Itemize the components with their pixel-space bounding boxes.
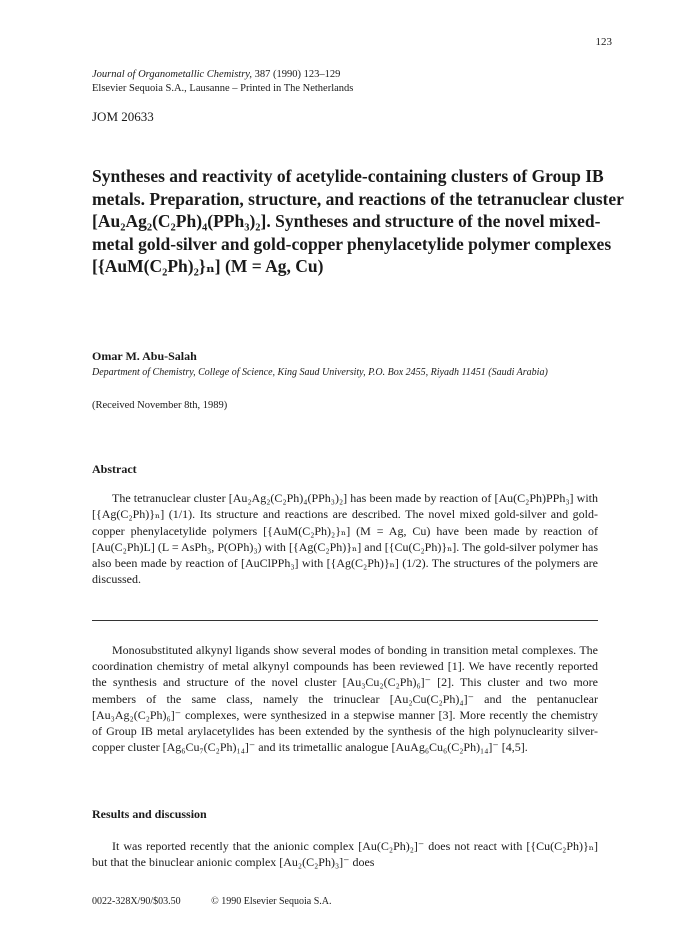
article-title: Syntheses and reactivity of acetylide-containing clusters of Group IB metals. Preparation, structure, and reactions of the tetranuclear cluster [Au₂Ag₂(C₂Ph)₄(PPh₃)₂]. Syntheses and structure of the novel mixed-metal gold-silver and gold-copper phenylacetylide polymer complexes [{AuM(C₂Ph)₂}ₙ] (M = Ag, Cu) (92, 166, 624, 276)
journal-volume: 387 (1990) 123–129 (252, 69, 341, 80)
jom-number: JOM 20633 (92, 109, 154, 124)
received-date: (Received November 8th, 1989) (92, 400, 228, 411)
page-number: 123 (595, 36, 612, 48)
page-footer (92, 896, 359, 907)
section-heading: Results and discussion (92, 807, 207, 821)
copyright-notice: © 1990 Elsevier Sequoia S.A. (211, 896, 332, 907)
issn-code: 0022-328X/90/$03.50 (92, 896, 181, 907)
results-paragraph: It was reported recently that the anionic complex [Au(C₂Ph)₂]⁻ does not react with [{Cu(C₂Ph)}ₙ] but that the binuclear anionic complex [Au₂(C₂Ph)₃]⁻ does (92, 839, 598, 870)
journal-title: Journal of Organometallic Chemistry, (92, 69, 253, 80)
abstract-text: The tetranuclear cluster [Au₂Ag₂(C₂Ph)₄(PPh₃)₂] has been made by reaction of [Au(C₂Ph)PPh₃] with [{Ag(C₂Ph)}ₙ] (1/1). Its structure and reactions are described. The novel mixed gold-silver and gold-copper phenylacetylide polymers [{AuM(C₂Ph)₂}ₙ] (M = Ag, Cu) have been made by reaction of [Au(C₂Ph)L] (L = AsPh₃, P(OPh)₃) with [{Ag(C₂Ph)}ₙ] and [{Cu(C₂Ph)}ₙ]. The gold-silver polymer has also been made by reaction of [AuClPPh₃] with [{Ag(C₂Ph)}ₙ] (1/2). The structures of the polymers are discussed. (92, 491, 598, 587)
intro-paragraph: Monosubstituted alkynyl ligands show several modes of bonding in transition metal complexes. The coordination chemistry of metal alkynyl compounds has been reviewed [1]. We have recently reported the synthesis and structure of the novel cluster [Au₃Cu₂(C₂Ph)₆]⁻ [2]. This cluster and two more members of the same class, namely the trinuclear [Au₂Cu(C₂Ph)₄]⁻ and the pentanuclear [Au₃Ag₂(C₂Ph)₆]⁻ complexes, were synthesized in a stepwise manner [3]. More recently the chemistry of Group IB metal arylacetylides has been extended by the synthesis of the high polynuclearity silver-copper cluster [Ag₆Cu₇(C₂Ph)₁₄]⁻ and its trimetallic analogue [AuAg₆Cu₆(C₂Ph)₁₄]⁻ [4,5]. (92, 643, 598, 755)
section-divider (92, 620, 598, 621)
publisher-line: Elsevier Sequoia S.A., Lausanne – Printed in The Netherlands (92, 83, 354, 94)
author-affiliation: Department of Chemistry, College of Science, King Saud University, P.O. Box 2455, Riyadh 11451 (Saudi Arabia) (92, 367, 548, 378)
author-name: Omar M. Abu-Salah (92, 349, 197, 363)
journal-header (92, 68, 353, 96)
journal-citation (92, 68, 353, 82)
abstract-heading: Abstract (92, 462, 137, 476)
